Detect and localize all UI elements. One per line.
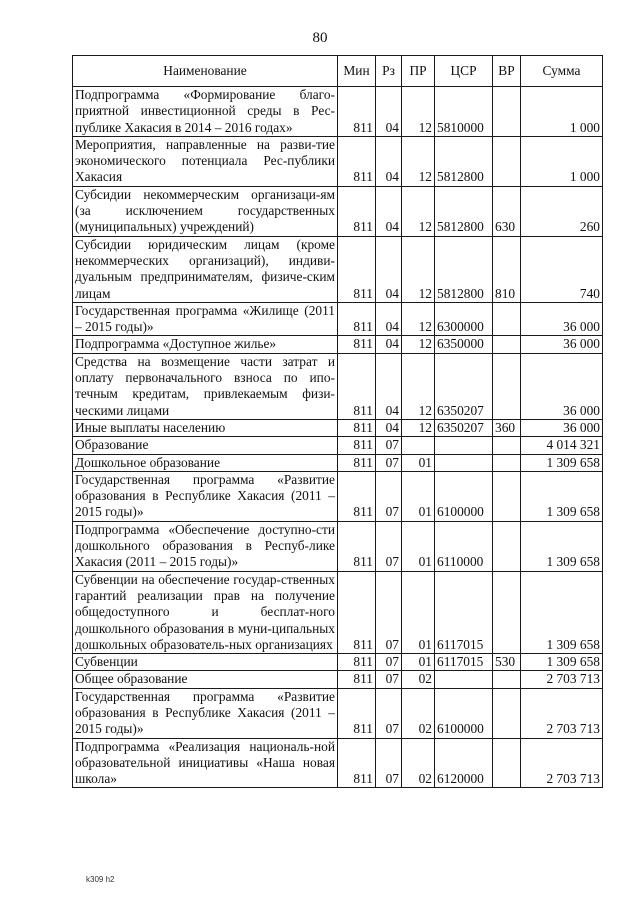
cell-min: 811 [338,437,376,454]
cell-csr: 5812800 [435,236,493,302]
cell-sum: 4 014 321 [521,437,603,454]
cell-csr: 6100000 [435,688,493,738]
cell-sum: 1 309 658 [521,654,603,671]
cell-pr: 01 [402,521,435,571]
cell-name: Государственная программа «Развитие образования в Республике Хакасия (2011 – 2015 годы)» [73,688,338,738]
cell-name: Подпрограмма «Доступное жилье» [73,336,338,353]
cell-vr [493,571,521,653]
cell-sum: 1 309 658 [521,521,603,571]
cell-name: Подпрограмма «Формирование благо-приятной инвестиционной среды в Рес-публике Хакасия в 2014 – 2016 годах» [73,87,338,137]
cell-name: Субсидии юридическим лицам (кроме некоммерческих организаций), индиви-дуальным предпринимателям, физиче-ским лицам [73,236,338,302]
cell-pr: 12 [402,136,435,186]
table-row [73,437,603,454]
cell-rz: 04 [376,353,402,419]
cell-min: 811 [338,654,376,671]
cell-min: 811 [338,302,376,336]
cell-name: Иные выплаты населению [73,419,338,436]
cell-pr: 02 [402,688,435,738]
cell-csr [435,437,493,454]
cell-vr [493,454,521,471]
cell-csr: 6100000 [435,471,493,521]
cell-min: 811 [338,454,376,471]
cell-vr [493,336,521,353]
cell-pr: 12 [402,336,435,353]
cell-sum: 36 000 [521,336,603,353]
table-row [73,186,603,236]
col-header-rz: Рз [376,56,402,87]
cell-sum: 1 309 658 [521,454,603,471]
cell-name: Подпрограмма «Обеспечение доступно-сти дошкольного образования в Респуб-лике Хакасия (2011 – 2015 годы)» [73,521,338,571]
cell-rz: 04 [376,336,402,353]
cell-min: 811 [338,136,376,186]
budget-table [72,55,603,788]
cell-rz: 04 [376,87,402,137]
cell-csr: 6300000 [435,302,493,336]
cell-pr: 12 [402,419,435,436]
cell-min: 811 [338,353,376,419]
cell-min: 811 [338,471,376,521]
cell-vr: 360 [493,419,521,436]
cell-name: Общее образование [73,671,338,688]
cell-pr: 12 [402,236,435,302]
cell-name: Дошкольное образование [73,454,338,471]
cell-name: Подпрограмма «Реализация националь-ной образовательной инициативы «Наша новая школа» [73,738,338,788]
cell-pr: 12 [402,186,435,236]
cell-rz: 07 [376,688,402,738]
col-header-vr: ВР [493,56,521,87]
cell-sum: 2 703 713 [521,671,603,688]
cell-vr [493,521,521,571]
cell-pr: 01 [402,571,435,653]
cell-name: Субсидии некоммерческим организаци-ям (за исключением государственных (муниципальных) учреждений) [73,186,338,236]
cell-min: 811 [338,688,376,738]
cell-rz: 07 [376,521,402,571]
cell-vr [493,437,521,454]
page-number: 80 [312,30,328,46]
table-row [73,671,603,688]
cell-rz: 07 [376,437,402,454]
cell-rz: 04 [376,136,402,186]
cell-csr [435,671,493,688]
cell-csr: 5810000 [435,87,493,137]
cell-name: Государственная программа «Развитие образования в Республике Хакасия (2011 – 2015 годы)» [73,471,338,521]
cell-min: 811 [338,521,376,571]
cell-sum: 36 000 [521,419,603,436]
cell-vr [493,136,521,186]
cell-csr: 6117015 [435,571,493,653]
cell-csr [435,454,493,471]
col-header-min: Мин [338,56,376,87]
cell-rz: 04 [376,236,402,302]
cell-min: 811 [338,571,376,653]
cell-vr [493,471,521,521]
cell-sum: 740 [521,236,603,302]
cell-rz: 04 [376,302,402,336]
cell-vr [493,671,521,688]
cell-name: Образование [73,437,338,454]
table-row [73,302,603,336]
cell-name: Мероприятия, направленные на разви-тие экономического потенциала Рес-публики Хакасия [73,136,338,186]
cell-rz: 07 [376,571,402,653]
cell-name: Средства на возмещение части затрат и оплату первоначального взноса по ипо-течным кредитам, привлекаемым физи-ческими лицами [73,353,338,419]
cell-csr: 6350207 [435,419,493,436]
table-header-row [73,56,603,87]
cell-rz: 07 [376,471,402,521]
cell-rz: 07 [376,671,402,688]
cell-sum: 36 000 [521,353,603,419]
cell-name: Субвенции [73,654,338,671]
cell-pr: 01 [402,471,435,521]
cell-pr: 12 [402,353,435,419]
cell-min: 811 [338,419,376,436]
cell-min: 811 [338,336,376,353]
table-row [73,654,603,671]
cell-min: 811 [338,87,376,137]
col-header-name: Наименование [73,56,338,87]
cell-sum: 260 [521,186,603,236]
cell-sum: 1 309 658 [521,571,603,653]
table-row [73,471,603,521]
cell-min: 811 [338,236,376,302]
cell-min: 811 [338,186,376,236]
cell-vr [493,302,521,336]
cell-vr: 630 [493,186,521,236]
cell-name: Государственная программа «Жилище (2011 – 2015 годы)» [73,302,338,336]
cell-pr: 12 [402,87,435,137]
cell-csr: 6350000 [435,336,493,353]
cell-rz: 07 [376,454,402,471]
col-header-pr: ПР [402,56,435,87]
cell-pr: 02 [402,671,435,688]
cell-csr: 6350207 [435,353,493,419]
table-row [73,738,603,788]
cell-rz: 07 [376,654,402,671]
cell-min: 811 [338,671,376,688]
cell-vr: 530 [493,654,521,671]
cell-sum: 1 000 [521,87,603,137]
table-row [73,336,603,353]
table-row [73,688,603,738]
cell-sum: 1 309 658 [521,471,603,521]
footer-mark: k309 h2 [86,875,115,884]
cell-csr: 6117015 [435,654,493,671]
cell-pr: 01 [402,654,435,671]
cell-vr: 810 [493,236,521,302]
table-row [73,136,603,186]
cell-pr: 01 [402,454,435,471]
table-row [73,454,603,471]
cell-rz: 04 [376,419,402,436]
cell-rz: 04 [376,186,402,236]
table-row [73,419,603,436]
cell-sum: 36 000 [521,302,603,336]
cell-sum: 2 703 713 [521,738,603,788]
table-row [73,521,603,571]
cell-csr: 6120000 [435,738,493,788]
cell-min: 811 [338,738,376,788]
cell-sum: 2 703 713 [521,688,603,738]
cell-vr [493,688,521,738]
cell-csr: 5812800 [435,136,493,186]
cell-pr [402,437,435,454]
table-row [73,87,603,137]
cell-rz: 07 [376,738,402,788]
cell-vr [493,353,521,419]
col-header-sum: Сумма [521,56,603,87]
cell-vr [493,87,521,137]
cell-name: Субвенции на обеспечение государ-ственных гарантий реализации прав на получение общедоступного и бесплат-ного дошкольного образования в муни-ципальных дошкольных образователь-ных организациях [73,571,338,653]
col-header-csr: ЦСР [435,56,493,87]
table-row [73,236,603,302]
table-row [73,353,603,419]
cell-csr: 6110000 [435,521,493,571]
cell-sum: 1 000 [521,136,603,186]
table-row [73,571,603,653]
cell-vr [493,738,521,788]
cell-pr: 12 [402,302,435,336]
cell-csr: 5812800 [435,186,493,236]
cell-pr: 02 [402,738,435,788]
